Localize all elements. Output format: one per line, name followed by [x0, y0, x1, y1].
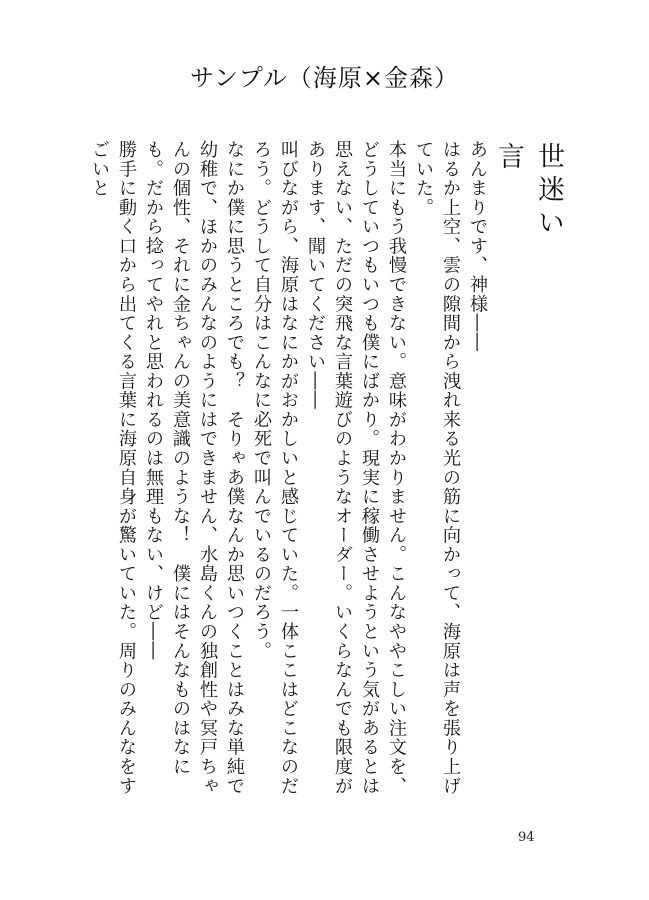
body-text [89, 140, 491, 800]
paragraph: 叫びながら、海原はなにかがおかしいと感じていた。一体ここはどこなのだろう。どうして自分はこんなに必死で叫んでいるのだろう。 [251, 140, 299, 796]
paragraph: 勝手に動く口から出てくる言葉に海原自身が驚いていた。周りのみんなをすごいと [89, 140, 137, 796]
chapter-title: 世迷い言 [493, 142, 564, 241]
paragraph: なにか僕に思うところでも？ そりゃあ僕なんか思いつくことはみな単純で幼稚で、ほかのみんなのようにはできません、水島くんの独創性や冥戸ちゃんの個性、それに金ちゃんの美意識のような！ 僕にはそんなものはなにも。だから捻ってやれと思われるのは無理もない、けど―― [143, 140, 245, 796]
page-title: サンプル（海原×金森） [190, 64, 459, 92]
paragraph: はるか上空、雲の隙間から洩れ来る光の筋に向かって、海原は声を張り上げていた。 [413, 140, 461, 796]
page-number: 94 [518, 830, 535, 845]
paragraph: 本当にもう我慢できない。意味がわかりません。こんなややこしい注文を、どうしていつもいつも僕にばかり。現実に稼働させようという気があるとは思えない、ただの突飛な言葉遊びのようなオーダー。いくらなんでも限度があります、聞いてください―― [305, 140, 407, 796]
paragraph: あんまりです、神様―― [467, 140, 488, 353]
